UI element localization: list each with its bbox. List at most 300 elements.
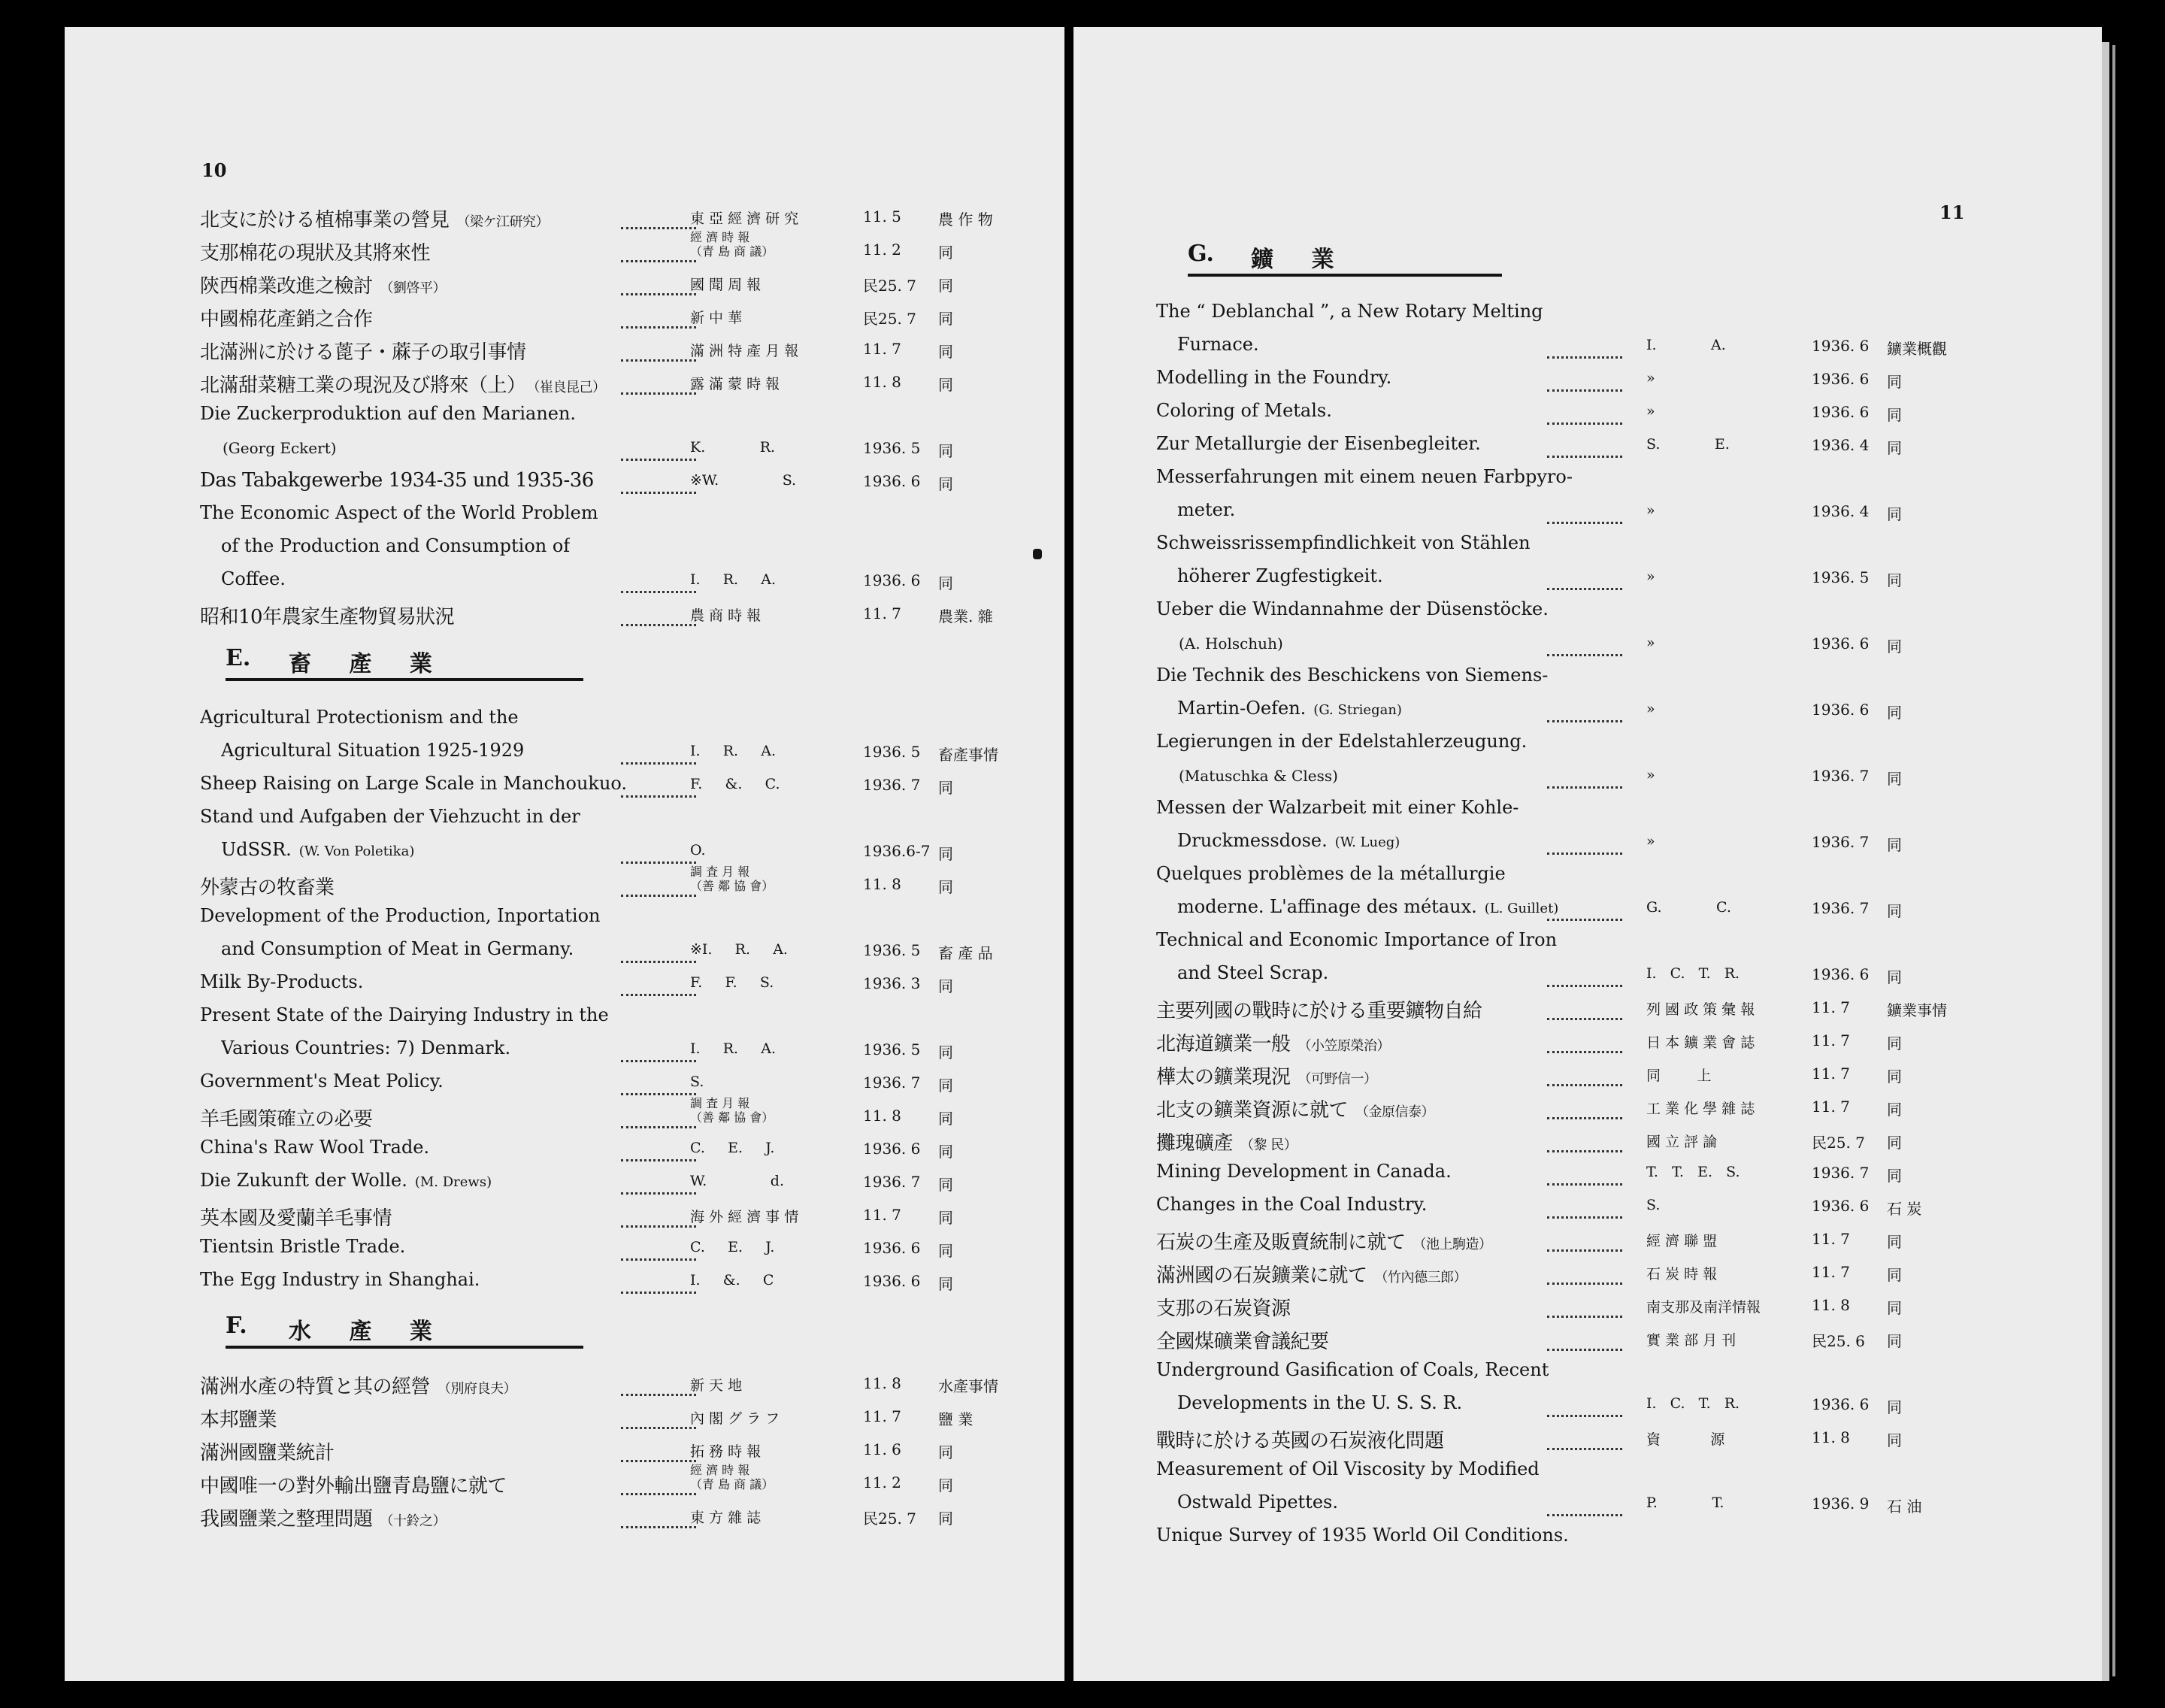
entry-category: 同	[938, 1110, 953, 1128]
leader-dots	[621, 971, 696, 996]
entry-title: Sheep Raising on Large Scale in Manchoukuo.	[200, 773, 628, 794]
entry-category: 同	[1887, 902, 1902, 920]
entry-source: I. &. C	[690, 1272, 774, 1289]
leader-dots	[621, 204, 696, 229]
entry-source: 調 査 月 報 （善 鄰 協 會）	[690, 865, 774, 893]
entry-source: P. T.	[1646, 1494, 1724, 1511]
entry-title: 北滿甜菜糖工業の現況及び將來（上） （崔良昆己）	[200, 374, 606, 397]
entry-row	[200, 905, 1027, 931]
entry-date: 1936. 6	[863, 1272, 921, 1290]
entry-date: 11. 7	[863, 1206, 901, 1224]
entry-author: (M. Drews)	[414, 1174, 492, 1190]
entry-date: 11. 2	[863, 1473, 901, 1491]
entry-title: Measurement of Oil Viscosity by Modified	[1156, 1458, 1540, 1479]
entry-source: 新 中 華	[690, 310, 743, 326]
leader-dots	[621, 1269, 696, 1294]
book-edge-shadow	[2112, 45, 2115, 1676]
entry-continuation	[200, 740, 1027, 765]
entry-date: 11. 7	[1812, 1031, 1850, 1049]
entry-title: Coloring of Metals.	[1156, 400, 1332, 421]
entry-category: 同	[938, 1242, 953, 1260]
entry-author: （崔良昆己）	[533, 380, 606, 395]
entry-source: 國 立 評 論	[1646, 1134, 1718, 1150]
entry-title: Ostwald Pipettes.	[1177, 1491, 1338, 1513]
leader-dots	[621, 238, 696, 262]
entry-author: (Matuschka & Cless)	[1179, 767, 1338, 785]
entry-source: 同 上	[1646, 1068, 1712, 1084]
entry-source: F. F. S.	[690, 974, 774, 991]
entry-row	[200, 1170, 1027, 1195]
entry-row	[200, 1404, 1027, 1430]
entry-source: 南支那及南洋情報	[1646, 1299, 1761, 1316]
entry-category: 同	[938, 442, 953, 460]
entry-row	[1156, 1359, 1953, 1385]
entry-continuation	[200, 436, 1027, 462]
entry-source: 資 源	[1646, 1431, 1725, 1448]
section-letter: G.	[1188, 241, 1214, 267]
entry-row	[200, 230, 1027, 265]
entry-title: 我國鹽業之整理問題 （十鈴之）	[200, 1508, 447, 1531]
entry-source: 滿 洲 特 產 月 報	[690, 343, 799, 359]
entry-title: Government's Meat Policy.	[200, 1071, 444, 1092]
entry-source: 新 天 地	[690, 1377, 743, 1394]
entry-date: 1936.6-7	[863, 842, 931, 860]
entry-category: 同	[938, 878, 953, 896]
entry-continuation	[1156, 1491, 1953, 1517]
entry-author: （十鈴之）	[380, 1513, 447, 1529]
entry-row	[1156, 995, 1953, 1021]
entry-title: Druckmessdose. (W. Lueg)	[1177, 830, 1400, 851]
entry-date: 11. 6	[863, 1440, 901, 1458]
leader-dots	[621, 1071, 696, 1095]
leader-dots	[621, 271, 696, 295]
entry-source: O.	[690, 842, 706, 859]
entry-title: moderne. L'affinage des métaux. (L. Guillet)	[1177, 896, 1559, 917]
entry-date: 11. 7	[1812, 1064, 1850, 1083]
leader-dots	[621, 1037, 696, 1062]
leader-dots	[1547, 896, 1622, 921]
entry-title: Martin-Oefen. (G. Striegan)	[1177, 698, 1402, 719]
entry-source: »	[1646, 634, 1655, 651]
entry-title: Changes in the Coal Industry.	[1156, 1194, 1428, 1215]
entry-category: 同	[1887, 704, 1902, 722]
entry-author: （金原信泰）	[1355, 1104, 1435, 1120]
entry-row	[200, 1096, 1027, 1131]
entry-date: 11. 8	[1812, 1296, 1850, 1314]
entry-date: 1936. 5	[863, 743, 921, 761]
leader-dots	[621, 1404, 696, 1429]
leader-dots	[621, 304, 696, 329]
entry-row	[1156, 1293, 1953, 1319]
entry-title: Coffee.	[221, 568, 286, 589]
entry-title: 全國煤礦業會議紀要	[1156, 1331, 1329, 1353]
section-title: 鑛 業	[1251, 247, 1349, 273]
entry-row	[1156, 1326, 1953, 1352]
entry-row	[1156, 1061, 1953, 1087]
entry-source: 列 國 政 策 彙 報	[1646, 1001, 1755, 1018]
entry-category: 同	[938, 277, 953, 295]
leader-dots	[621, 1203, 696, 1228]
entry-source: W. d.	[690, 1173, 785, 1189]
entry-row	[1156, 433, 1953, 459]
entry-title: 中國棉花產銷之合作	[200, 308, 373, 331]
leader-dots	[1547, 1227, 1622, 1252]
entry-category: 鑛業概觀	[1887, 340, 1947, 358]
entry-source: »	[1646, 370, 1655, 386]
entry-date: 11. 8	[863, 1107, 901, 1125]
entry-row	[200, 773, 1027, 798]
entry-title: Messerfahrungen mit einem neuen Farbpyro-	[1156, 466, 1573, 487]
entry-source: »	[1646, 767, 1655, 783]
entry-date: 11. 7	[1812, 998, 1850, 1016]
leader-dots	[1547, 1260, 1622, 1285]
entry-category: 同	[938, 1476, 953, 1494]
entry-date: 1936. 4	[1812, 502, 1870, 520]
entry-source: K. R.	[690, 439, 776, 456]
entry-date: 11. 7	[1812, 1230, 1850, 1248]
entry-date: 民25. 6	[1812, 1332, 1865, 1350]
entry-date: 11. 7	[1812, 1263, 1850, 1281]
entry-title: 北支の鑛業資源に就て （金原信泰）	[1156, 1099, 1435, 1122]
entry-title: 石炭の生產及販賣統制に就て （池上駒造）	[1156, 1231, 1492, 1254]
entry-category: 同	[1887, 505, 1902, 523]
entry-date: 1936. 6	[863, 1239, 921, 1257]
entry-category: 同	[938, 1275, 953, 1293]
entry-category: 水產事情	[938, 1377, 998, 1395]
entry-source: 經 濟 時 報 （青 島 商 議）	[690, 1463, 774, 1491]
entry-category: 同	[938, 1143, 953, 1161]
entry-category: 同	[1887, 1431, 1902, 1449]
leader-dots	[1547, 1425, 1622, 1450]
entry-source: »	[1646, 502, 1655, 519]
entry-date: 1936. 3	[863, 974, 921, 992]
entry-row	[1156, 863, 1953, 889]
entry-category: 同	[938, 1443, 953, 1461]
entry-date: 1936. 5	[863, 941, 921, 959]
entry-source: I. R. A.	[690, 1040, 777, 1057]
entry-source: 農 商 時 報	[690, 607, 762, 624]
page-number: 10	[201, 159, 227, 181]
entry-date: 1936. 6	[1812, 403, 1870, 421]
entry-category: 石 油	[1887, 1498, 1922, 1516]
entry-date: 1936. 9	[1812, 1494, 1870, 1513]
entry-date: 11. 7	[863, 1407, 901, 1425]
entry-title: höherer Zugfestigkeit.	[1177, 565, 1383, 586]
entry-title: 外蒙古の牧畜業	[200, 877, 335, 899]
entry-author: (W. Lueg)	[1334, 834, 1400, 850]
entry-category: 同	[1887, 836, 1902, 854]
entry-title: Mining Development in Canada.	[1156, 1161, 1452, 1182]
entry-source: I. C. T. R.	[1646, 965, 1740, 982]
entry-source: 露 滿 蒙 時 報	[690, 376, 780, 392]
entry-row	[1156, 400, 1953, 425]
entry-row	[200, 1504, 1027, 1529]
entry-title: Das Tabakgewerbe 1934-35 und 1935-36	[200, 469, 594, 492]
entry-category: 同	[938, 310, 953, 328]
entry-row	[1156, 665, 1953, 690]
entry-title: Unique Survey of 1935 World Oil Conditions.	[1156, 1525, 1569, 1546]
entry-row	[1156, 466, 1953, 492]
entry-source: G. C.	[1646, 899, 1731, 916]
leader-dots	[621, 1470, 696, 1495]
entry-title: Tientsin Bristle Trade.	[200, 1236, 406, 1257]
entry-category: 同	[938, 845, 953, 863]
entry-title: of the Production and Consumption of	[221, 535, 571, 556]
entry-category: 同	[1887, 1332, 1902, 1350]
entry-source: ※W. S.	[690, 472, 797, 489]
entry-date: 11. 8	[863, 373, 901, 391]
entry-source: 工 業 化 學 雜 誌	[1646, 1101, 1755, 1117]
entry-title: Messen der Walzarbeit mit einer Kohle-	[1156, 797, 1519, 818]
entry-row	[1156, 929, 1953, 955]
entry-category: 同	[1887, 1101, 1902, 1119]
entry-title: 北海道鑛業一般 （小笠原榮治）	[1156, 1033, 1391, 1055]
entry-date: 民25. 7	[863, 277, 916, 295]
entry-continuation	[200, 535, 1027, 561]
entry-title: Agricultural Protectionism and the	[200, 707, 519, 728]
entry-title: 滿洲國の石炭鑛業に就て （竹內德三郎）	[1156, 1264, 1467, 1287]
entry-row	[200, 1269, 1027, 1295]
leader-dots	[621, 773, 696, 798]
leader-dots	[1547, 1491, 1622, 1516]
entry-title: Various Countries: 7) Denmark.	[221, 1037, 511, 1058]
leader-dots	[1547, 1128, 1622, 1152]
entry-category: 同	[938, 343, 953, 361]
entry-continuation	[1156, 830, 1953, 856]
entry-row	[1156, 532, 1953, 558]
entry-continuation	[1156, 698, 1953, 723]
entry-row	[1156, 1227, 1953, 1252]
entry-row	[200, 502, 1027, 528]
entry-row	[1156, 731, 1953, 756]
entry-title: Developments in the U. S. S. R.	[1177, 1392, 1463, 1413]
page-number: 11	[1939, 201, 1965, 223]
entry-category: 同	[1887, 1233, 1902, 1251]
entry-author: （池上駒造）	[1413, 1237, 1492, 1252]
entry-author: (W. Von Poletika)	[298, 843, 415, 859]
entry-date: 11. 8	[863, 1374, 901, 1392]
entry-category: 同	[1887, 406, 1902, 424]
entry-category: 同	[938, 244, 953, 262]
section-letter: E.	[226, 645, 251, 671]
entry-title: Ueber die Windannahme der Düsenstöcke.	[1156, 598, 1549, 619]
leader-dots	[621, 469, 696, 494]
entry-author: (A. Holschuh)	[1179, 634, 1283, 653]
leader-dots	[1547, 1161, 1622, 1186]
entry-row	[200, 865, 1027, 899]
entry-source: S.	[1646, 1197, 1661, 1213]
entry-row	[200, 1437, 1027, 1463]
entry-source: I. R. A.	[690, 743, 777, 759]
entry-date: 1936. 5	[863, 439, 921, 457]
entry-source: 東 亞 經 濟 研 究	[690, 210, 799, 227]
entry-source: 石 炭 時 報	[1646, 1266, 1718, 1283]
leader-dots	[1547, 433, 1622, 458]
section-heading-e	[226, 645, 583, 681]
entry-source: 調 査 月 報 （善 鄰 協 會）	[690, 1096, 774, 1125]
leader-dots	[1547, 1392, 1622, 1417]
entry-row	[200, 971, 1027, 997]
entry-title: Die Zukunft der Wolle. (M. Drews)	[200, 1170, 492, 1191]
entry-title: and Consumption of Meat in Germany.	[221, 938, 574, 959]
entry-date: 11. 5	[863, 207, 901, 226]
entry-title: Underground Gasification of Coals, Recent	[1156, 1359, 1549, 1380]
entry-category: 同	[1887, 637, 1902, 656]
entry-source: C. E. J.	[690, 1140, 775, 1156]
entry-continuation	[1156, 565, 1953, 591]
entry-date: 11. 7	[863, 340, 901, 358]
entry-row	[1156, 1425, 1953, 1451]
entry-source: I. A.	[1646, 337, 1726, 353]
entry-row	[200, 1071, 1027, 1096]
leader-dots	[1547, 962, 1622, 987]
entry-source: »	[1646, 701, 1655, 717]
entry-source: 實 業 部 月 刊	[1646, 1332, 1737, 1349]
entry-title: 中國唯一の對外輸出鹽青島鹽に就て	[200, 1475, 507, 1498]
entry-date: 11. 8	[1812, 1428, 1850, 1446]
leader-dots	[1547, 1095, 1622, 1119]
right-page	[1073, 27, 2102, 1681]
entry-title: Legierungen in der Edelstahlerzeugung.	[1156, 731, 1528, 752]
entry-category: 農業. 雜	[938, 607, 993, 625]
entry-continuation	[1156, 962, 1953, 988]
section-heading-f	[226, 1313, 583, 1349]
leader-dots	[621, 1104, 696, 1128]
entry-title: The Egg Industry in Shanghai.	[200, 1269, 480, 1290]
entry-row	[1156, 1095, 1953, 1120]
section-heading-g	[1188, 241, 1502, 277]
leader-dots	[1547, 1061, 1622, 1086]
entry-category: 同	[938, 376, 953, 394]
leader-dots	[1547, 334, 1622, 359]
section-title: 水 產 業	[289, 1319, 447, 1345]
entry-title: 攤瑰礦產 （黎 民）	[1156, 1132, 1297, 1155]
entry-row	[1156, 797, 1953, 822]
entry-date: 1936. 7	[863, 776, 921, 794]
entry-row	[200, 1463, 1027, 1498]
entry-row	[200, 1203, 1027, 1228]
entry-date: 1936. 5	[1812, 568, 1870, 586]
entry-date: 民25. 7	[863, 310, 916, 328]
entry-source: »	[1646, 833, 1655, 849]
entry-row	[1156, 598, 1953, 624]
leader-dots	[1547, 565, 1622, 590]
entry-category: 農 作 物	[938, 210, 993, 229]
entry-date: 1936. 6	[863, 1140, 921, 1158]
entry-row	[200, 1371, 1027, 1397]
entry-title: Agricultural Situation 1925-1929	[221, 740, 525, 761]
entry-title: 滿洲國鹽業統計	[200, 1442, 335, 1464]
entry-category: 同	[1887, 1266, 1902, 1284]
entry-source: 日 本 鑛 業 會 誌	[1646, 1034, 1755, 1051]
entry-category: 畜 產 品	[938, 944, 993, 962]
leader-dots	[621, 1437, 696, 1462]
entry-category: 同	[938, 475, 953, 493]
entry-category: 同	[938, 779, 953, 797]
entry-source: 經 濟 聯 盟	[1646, 1233, 1718, 1249]
entry-continuation	[200, 839, 1027, 865]
entry-source: I. C. T. R.	[1646, 1395, 1740, 1412]
entry-title: Furnace.	[1177, 334, 1259, 355]
entry-category: 同	[1887, 439, 1902, 457]
entry-date: 民25. 7	[1812, 1134, 1865, 1152]
entry-category: 石 炭	[1887, 1200, 1922, 1218]
entry-category: 同	[938, 574, 953, 592]
entry-title: Development of the Production, Inportation	[200, 905, 601, 926]
leader-dots	[1547, 1194, 1622, 1219]
entry-date: 1936. 6	[863, 472, 921, 490]
entry-source: I. R. A.	[690, 571, 777, 588]
entry-source: 國 聞 周 報	[690, 277, 762, 293]
entry-source: 拓 務 時 報	[690, 1443, 762, 1460]
entry-row	[200, 304, 1027, 329]
entry-author: (G. Striegan)	[1313, 702, 1402, 718]
entry-author: （可野信一）	[1297, 1071, 1377, 1087]
entry-source: S. E.	[1646, 436, 1730, 453]
entry-title: Milk By-Products.	[200, 971, 364, 992]
entry-continuation	[1156, 896, 1953, 922]
entry-title: 樺太の鑛業現況 （可野信一）	[1156, 1066, 1377, 1089]
entry-date: 1936. 7	[1812, 899, 1870, 917]
leader-dots	[621, 436, 696, 461]
ink-speck	[1033, 549, 1042, 559]
entry-source: C. E. J.	[690, 1239, 775, 1255]
entry-title: Modelling in the Foundry.	[1156, 367, 1392, 388]
entry-source: 內 閣 グ ラ フ	[690, 1410, 780, 1427]
entry-date: 1936. 6	[1812, 337, 1870, 355]
entry-author: (L. Guillet)	[1484, 901, 1559, 916]
entry-title: 戰時に於ける英國の石炭液化問題	[1156, 1430, 1444, 1452]
entry-source: 海 外 經 濟 事 情	[690, 1209, 799, 1225]
entry-title: 羊毛國策確立の必要	[200, 1108, 373, 1131]
entry-category: 同	[938, 977, 953, 995]
entry-row	[1156, 367, 1953, 392]
entry-date: 1936. 6	[1812, 634, 1870, 653]
entry-author: （竹內德三郎）	[1374, 1270, 1467, 1286]
entry-date: 1936. 6	[1812, 701, 1870, 719]
leader-dots	[621, 601, 696, 626]
entry-title: UdSSR. (W. Von Poletika)	[221, 839, 415, 860]
entry-category: 同	[1887, 770, 1902, 788]
leader-dots	[621, 839, 696, 864]
entry-category: 同	[938, 1510, 953, 1528]
entry-continuation	[1156, 1392, 1953, 1418]
entry-date: 1936. 7	[1812, 833, 1870, 851]
entry-date: 1936. 6	[1812, 965, 1870, 983]
entry-title: 北滿洲に於ける蓖子・蔴子の取引事情	[200, 341, 526, 364]
entry-category: 同	[1887, 1034, 1902, 1052]
entry-category: 同	[1887, 968, 1902, 986]
leader-dots	[621, 1504, 696, 1528]
entry-title: Zur Metallurgie der Eisenbegleiter.	[1156, 433, 1481, 454]
entry-date: 1936. 4	[1812, 436, 1870, 454]
entry-title: China's Raw Wool Trade.	[200, 1137, 430, 1158]
entry-continuation	[1156, 631, 1953, 657]
entry-category: 同	[1887, 1134, 1902, 1152]
entry-row	[200, 403, 1027, 429]
entry-row	[1156, 1260, 1953, 1286]
leader-dots	[1547, 400, 1622, 425]
entry-title: Technical and Economic Importance of Iron	[1156, 929, 1558, 950]
entry-title: 英本國及愛蘭羊毛事情	[200, 1207, 392, 1230]
leader-dots	[621, 740, 696, 765]
entry-row	[200, 1137, 1027, 1162]
entry-row	[200, 370, 1027, 395]
entry-category: 鑛業事情	[1887, 1001, 1947, 1019]
entry-author: （劉啓平）	[380, 280, 447, 296]
entry-category: 同	[938, 1209, 953, 1227]
entry-source: ※I. R. A.	[690, 941, 788, 958]
